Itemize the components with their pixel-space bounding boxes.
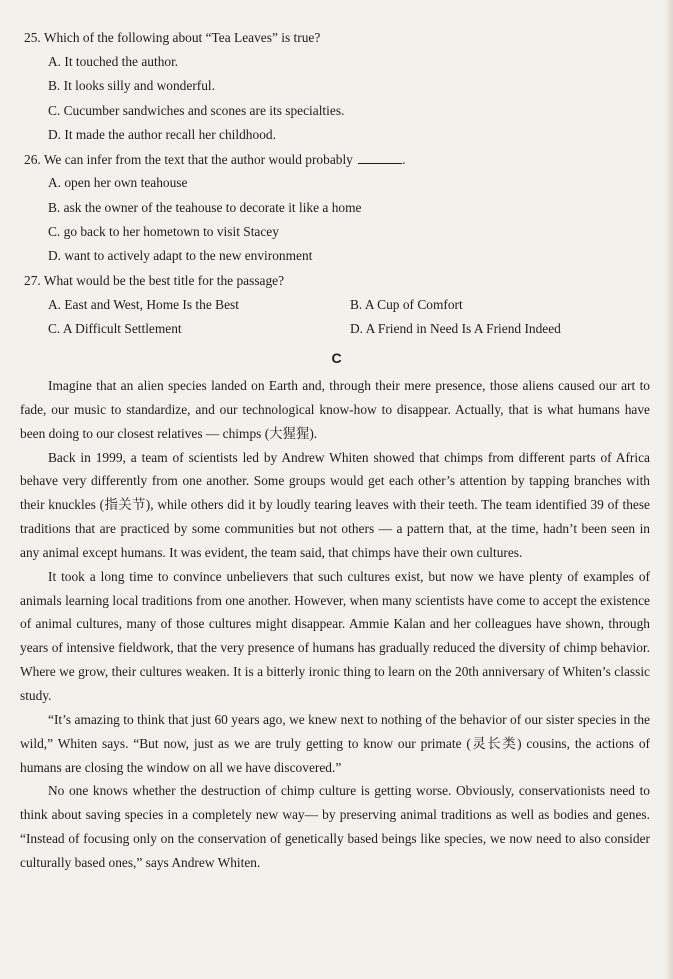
question-25-option-a: A. It touched the author. bbox=[48, 54, 179, 69]
question-27-stem: 27. What would be the best title for the passage? bbox=[24, 273, 285, 288]
question-26-option-b: B. ask the owner of the teahouse to decorate it like a home bbox=[48, 200, 362, 215]
question-27-option-a: A. East and West, Home Is the Best bbox=[48, 297, 239, 312]
question-25-stem: 25. Which of the following about “Tea Leaves” is true? bbox=[24, 30, 321, 45]
passage-paragraph: “It’s amazing to think that just 60 years ago, we knew next to nothing of the behavior of our sister species in the wild,” Whiten says. “But now, just as we are truly getting to know our primate (灵长类) cousins, the actions of humans are closing the window on all we have discovered.” bbox=[20, 711, 650, 775]
passage-paragraph: It took a long time to convince unbelievers that such cultures exist, but now we have plenty of examples of animals learning local traditions from one another. However, when many scientists have come to accept the existence of animal cultures, many of those cultures might disappear. Ammie Kalan and her colleagues have shown, through years of intensive fieldwork, that the very presence of humans has gradually reduced the diversity of chimp behavior. Where we grow, their cultures weaken. It is a bitterly ironic thing to learn on the 20th anniversary of Whiten’s classic study. bbox=[20, 568, 650, 703]
section-label: C bbox=[331, 350, 342, 366]
question-27-option-c: C. A Difficult Settlement bbox=[48, 321, 182, 336]
question-27-option-d: D. A Friend in Need Is A Friend Indeed bbox=[350, 321, 561, 336]
question-26-option-c: C. go back to her hometown to visit Stacey bbox=[48, 224, 279, 239]
passage-paragraph: No one knows whether the destruction of chimp culture is getting worse. Obviously, conservationists need to think about saving species in a completely new way— by preserving animal traditions as well as bodies and genes. “Instead of focusing only on the conservation of genetically based beings like species, we now need to also consider culturally based ones,” says Andrew Whiten. bbox=[20, 783, 650, 870]
question-25-option-c: C. Cucumber sandwiches and scones are its specialties. bbox=[48, 103, 345, 118]
question-26-option-d: D. want to actively adapt to the new environment bbox=[48, 248, 313, 263]
passage-paragraph: Back in 1999, a team of scientists led by Andrew Whiten showed that chimps from different parts of Africa behave very differently from one another. Some groups would get each other’s attention by tapping branches with their knuckles (指关节), while others did it by loudly tearing leaves with their teeth. The team identified 39 of these traditions that are practiced by some communities but not others — a pattern that, at the time, hadn’t been seen in any animal except humans. It was evident, the team said, that chimps have their own cultures. bbox=[20, 449, 650, 560]
question-27-option-b: B. A Cup of Comfort bbox=[350, 297, 463, 312]
question-25-option-d: D. It made the author recall her childhood. bbox=[48, 127, 276, 142]
question-26-stem-end: . bbox=[402, 152, 406, 167]
reading-passage bbox=[20, 374, 650, 875]
question-26-stem: 26. We can infer from the text that the author would probably bbox=[24, 152, 353, 167]
question-26-option-a: A. open her own teahouse bbox=[48, 175, 188, 190]
question-26-stem-line bbox=[24, 151, 406, 168]
question-25-option-b: B. It looks silly and wonderful. bbox=[48, 78, 215, 93]
passage-paragraph: Imagine that an alien species landed on Earth and, through their mere presence, those aliens caused our art to fade, our music to standardize, and our technological know-how to disappear. Actually, that is what humans have been doing to our closest relatives — chimps (大猩猩). bbox=[20, 378, 650, 441]
answer-blank bbox=[358, 151, 402, 164]
page-edge-shadow bbox=[665, 0, 673, 979]
